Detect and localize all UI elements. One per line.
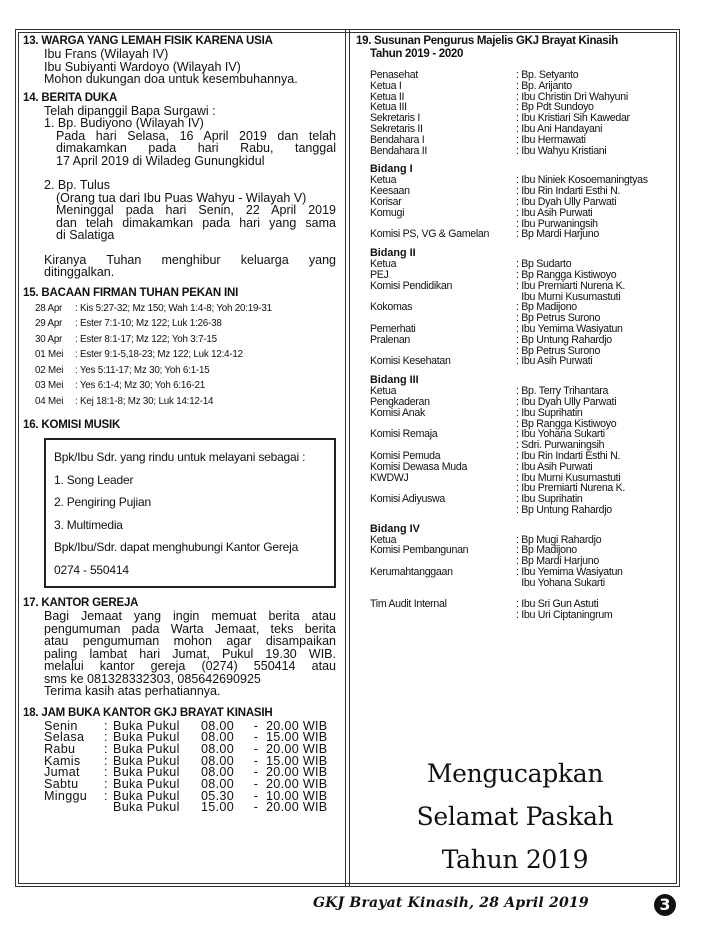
hours-label: Buka Pukul [113, 765, 180, 780]
section-15 [23, 287, 339, 410]
section-14 [23, 92, 339, 279]
reading-text: Yes 6:1-4; Mz 30; Yoh 6:16-21 [79, 380, 205, 391]
section-body [23, 48, 339, 86]
reading-date: 03 Mei [35, 380, 64, 391]
org-row [370, 146, 674, 157]
member-name: : Ibu Christin Dri Wahyuni [516, 90, 628, 103]
member-name: : Bp Petrus Surono [516, 344, 601, 357]
member-name: : Ibu Suprihatin [516, 406, 583, 419]
text-line: Bpk/Ibu Sdr. yang rindu untuk melayani sebagai : [54, 450, 306, 464]
close-time: 20.00 WIB [266, 800, 328, 815]
role-label: Komisi Anak [370, 406, 425, 419]
member-name: : Ibu Wahyu Kristiani [516, 144, 607, 157]
dash: - [253, 788, 259, 803]
colon: : [75, 364, 80, 376]
role-label: Ketua I [370, 79, 402, 92]
column-divider [345, 29, 346, 887]
text-line: dan telah dimakamkan pada hari yang sama [56, 215, 336, 230]
colon: : [104, 788, 108, 803]
role-label: Komisi PS, VG & Gamelan [370, 228, 490, 241]
day-name: Rabu [44, 741, 76, 756]
role-label: Komugi [370, 206, 405, 219]
role-label: Pengkaderan [370, 395, 430, 408]
section-title: 15. BACAAN FIRMAN TUHAN PEKAN INI [23, 286, 239, 299]
right-column [356, 35, 674, 621]
section-title: 19. Susunan Pengurus Majelis GKJ Brayat Kinasih [356, 35, 618, 47]
easter-greeting [350, 752, 680, 881]
role-label: Bendahara I [370, 133, 425, 146]
open-time: 08.00 [201, 753, 235, 768]
role-label: Kokomas [370, 301, 413, 314]
member-name: : Bp Madijono [516, 301, 577, 314]
text-line: 3. Multimedia [54, 517, 123, 532]
section-title: 18. JAM BUKA KANTOR GKJ BRAYAT KINASIH [23, 706, 273, 719]
close-time: 20.00 WIB [266, 718, 328, 733]
section-13 [23, 35, 339, 86]
text-line: Ibu Subiyanti Wardoyo (Wilayah IV) [44, 59, 241, 74]
section-subtitle: Tahun 2019 - 2020 [370, 47, 464, 60]
member-name: : Ibu Suprihatin [516, 493, 583, 506]
member-name: : Sdri. Purwaningsih [516, 439, 605, 452]
reading-date: 29 Apr [35, 318, 63, 329]
member-name: : Ibu Premiarti Nurena K. [516, 482, 626, 495]
member-name: : Ibu Rin Indarti Esthi N. [516, 185, 621, 198]
close-time: 20.00 WIB [266, 765, 328, 780]
member-name: : Ibu Asih Purwati [516, 460, 593, 473]
org-row [370, 281, 674, 292]
reading-date: 01 Mei [35, 349, 64, 360]
text-line: Mohon dukungan doa untuk kesembuhannya. [44, 72, 298, 86]
member-name: : Bp Sudarto [516, 258, 572, 271]
member-name: : Ibu Asih Purwati [516, 355, 593, 368]
phone-number: 0274 - 550414 [54, 562, 129, 577]
colon: : [75, 302, 81, 314]
greeting-line: Mengucapkan [426, 759, 604, 788]
text-line: Pada hari Selasa, 16 April 2019 dan telah [56, 128, 336, 143]
role-label: Pralenan [370, 333, 411, 346]
hours-label: Buka Pukul [113, 753, 180, 768]
member-name: : Ibu Hermawati [516, 133, 586, 146]
reading-text: Kej 18:1-8; Mz 30; Luk 14:12-14 [80, 395, 214, 407]
greeting-line: Tahun 2019 [441, 845, 589, 874]
reading-text: Ester 7:1-10; Mz 122; Luk 1:26-38 [80, 318, 222, 329]
org-row [370, 505, 674, 516]
role-label: Komisi Adiyuswa [370, 493, 445, 506]
role-label: Ketua [370, 385, 397, 398]
colon: : [104, 777, 108, 792]
role-label [370, 578, 516, 589]
reading-row [23, 363, 339, 379]
section-17 [23, 597, 339, 698]
member-name: : Ibu Premiarti Nurena K. [516, 279, 626, 292]
text-line: sms ke 081328332303, 085642690925 [44, 671, 261, 686]
text-line: Ibu Frans (Wilayah IV) [44, 47, 169, 61]
text-line: 2. Pengiring Pujian [54, 495, 151, 509]
reading-date: 28 Apr [35, 302, 63, 314]
text-line: ditinggalkan. [44, 265, 115, 279]
close-time: 10.00 WIB [266, 788, 328, 803]
section-body [23, 610, 339, 698]
day-name: Jumat [44, 765, 80, 780]
open-time: 08.00 [201, 718, 235, 733]
org-row [370, 408, 674, 419]
dash: - [253, 777, 259, 792]
reading-row [23, 347, 339, 363]
text-line: Bagi Jemaat yang ingin memuat berita atau [44, 609, 336, 623]
member-name: : Ibu Yemima Wasiyatun [516, 566, 623, 579]
role-label: Komisi Pemuda [370, 449, 441, 462]
section-title: 13. WARGA YANG LEMAH FISIK KARENA USIA [23, 35, 273, 47]
dash: - [253, 765, 259, 780]
dash: - [253, 718, 259, 733]
text-line: paling lambat hari Jumat, Pukul 19.30 WIB. [44, 646, 336, 661]
org-row [370, 208, 674, 219]
close-time: 20.00 WIB [266, 741, 328, 756]
member-name: : Ibu Yemima Wasiyatun [516, 322, 623, 335]
reading-row [23, 378, 339, 394]
deceased-name: 1. Bp. Budiyono (Wilayah IV) [44, 116, 204, 130]
member-name: : Bp Rangga Kistiwoyo [516, 268, 617, 281]
text-line: melalui kantor gereja (0274) 550414 atau [44, 659, 336, 673]
hours-label: Buka Pukul [113, 777, 180, 792]
role-label: Pemerhati [370, 322, 416, 335]
open-time: 08.00 [201, 730, 235, 745]
role-label: Sekretaris I [370, 112, 420, 125]
day-name: Selasa [44, 730, 85, 745]
role-label: Ketua [370, 258, 397, 271]
colon: : [75, 349, 81, 360]
reading-date: 02 Mei [35, 364, 64, 376]
member-name: : Bp. Setyanto [516, 69, 579, 81]
role-label: Penasehat [370, 69, 418, 81]
dash: - [253, 730, 259, 745]
close-time: 15.00 WIB [266, 730, 328, 745]
member-name: : Ibu Kristiari Sih Kawedar [516, 112, 630, 125]
open-time: 08.00 [201, 741, 235, 756]
colon: : [75, 333, 81, 345]
member-name: Ibu Yohana Sukarti [516, 576, 605, 589]
member-name: : Bp Mugi Rahardjo [516, 533, 602, 546]
org-row [370, 610, 674, 621]
reading-row [23, 301, 339, 317]
member-name: : Ibu Purwaningsih [516, 217, 598, 230]
org-group [356, 259, 674, 367]
member-name: : Bp Untung Rahardjo [516, 503, 612, 516]
section-18 [23, 707, 339, 815]
section-16 [23, 419, 339, 588]
colon: : [75, 380, 80, 391]
text-line: Telah dipanggil Bapa Surgawi : [44, 103, 216, 118]
text-line: dimakamkan pada hari Rabu, tanggal [56, 141, 336, 155]
text-line: Meninggal pada hari Senin, 22 April 2019 [56, 203, 336, 217]
text-line: pengumuman pada Warta Jemaat, teks berita [44, 621, 336, 636]
role-label: Kerumahtanggaan [370, 566, 453, 579]
colon: : [75, 395, 81, 407]
org-row [370, 135, 674, 146]
reading-date: 04 Mei [35, 395, 64, 407]
role-label: Ketua [370, 174, 397, 187]
member-name: : Bp Rangga Kistiwoyo [516, 417, 617, 430]
day-name: Kamis [44, 753, 81, 768]
bidang-heading: Bidang III [370, 374, 419, 387]
member-name: : Ibu Asih Purwati [516, 206, 593, 219]
org-row [370, 81, 674, 92]
org-group [356, 70, 674, 156]
role-label [370, 505, 516, 516]
org-row [370, 578, 674, 589]
org-row [370, 462, 674, 473]
member-name: : Bp Mardi Harjuno [516, 228, 599, 241]
role-label: Komisi Pembangunan [370, 544, 469, 557]
member-name: : Bp. Arijanto [516, 79, 572, 92]
member-name: : Ibu Ani Handayani [516, 122, 603, 135]
closing-text [23, 254, 339, 279]
close-time: 15.00 WIB [266, 753, 328, 768]
komisi-musik-box [44, 438, 336, 588]
section-title: 17. KANTOR GEREJA [23, 597, 139, 609]
open-time: 15.00 [201, 800, 235, 815]
member-name: : Ibu Dyah Ully Parwati [516, 395, 617, 408]
member-name: : Bp. Terry Trihantara [516, 385, 609, 398]
role-label: Korisar [370, 195, 402, 208]
office-hours-table [23, 718, 339, 815]
day-name: Sabtu [44, 777, 79, 792]
hours-label: Buka Pukul [113, 718, 180, 733]
deceased-details [23, 192, 339, 242]
hours-label: Buka Pukul [113, 730, 180, 745]
open-time: 08.00 [201, 765, 235, 780]
hours-label: Buka Pukul [113, 741, 180, 756]
member-name: : Ibu Rin Indarti Esthi N. [516, 449, 621, 462]
dash: - [253, 753, 259, 768]
role-label: Komisi Pendidikan [370, 279, 453, 292]
text-line: Bpk/Ibu/Sdr. dapat menghubungi Kantor Gereja [54, 540, 299, 554]
colon: : [104, 741, 108, 756]
bidang-heading: Bidang IV [370, 522, 420, 535]
text-line: Terima kasih atas perhatiannya. [44, 684, 221, 698]
reading-list [23, 301, 339, 410]
org-group [356, 386, 674, 516]
role-label: Ketua III [370, 101, 407, 114]
dash: - [253, 800, 259, 815]
role-label: PEJ [370, 268, 389, 281]
member-name: : Ibu Yohana Sukarti [516, 428, 605, 441]
bidang-heading: Bidang I [370, 163, 413, 176]
org-group [356, 535, 674, 621]
day-name: Minggu [44, 788, 88, 803]
reading-text: Ester 9:1-5,18-23; Mz 122; Luk 12:4-12 [80, 349, 243, 360]
day-name: Senin [44, 718, 78, 733]
role-label: Ketua [370, 533, 397, 546]
member-name: : Bp Petrus Surono [516, 312, 601, 325]
reading-text: Kis 5:27-32; Mz 150; Wah 1:4-8; Yoh 20:19-31 [80, 302, 272, 314]
role-label: Keesaan [370, 185, 410, 198]
colon: : [104, 753, 108, 768]
member-name: : Ibu Niniek Kosoemaningtyas [516, 174, 648, 187]
org-row [370, 335, 674, 346]
member-name: : Bp Pdt Sundoyo [516, 101, 594, 114]
role-label: Komisi Dewasa Muda [370, 460, 468, 473]
text-line: Kiranya Tuhan menghibur keluarga yang [44, 252, 336, 267]
left-column [23, 35, 339, 814]
page-number-badge: 3 [654, 894, 676, 916]
close-time: 20.00 WIB [266, 777, 328, 792]
dash: - [253, 741, 259, 756]
role-label: Ketua II [370, 90, 405, 103]
member-name: : Bp Untung Rahardjo [516, 333, 612, 346]
open-time: 08.00 [201, 777, 235, 792]
colon: : [104, 730, 108, 745]
member-name: Ibu Murni Kusumastuti [516, 290, 621, 303]
reading-date: 30 Apr [35, 333, 63, 345]
member-name: : Ibu Uri Ciptaningrum [516, 609, 613, 622]
member-name: : Bp Madijono [516, 544, 577, 557]
footer-title: GKJ Brayat Kinasih, 28 April 2019 [313, 895, 589, 911]
text-line: 1. Song Leader [54, 472, 134, 487]
org-group [356, 175, 674, 240]
deceased-details [23, 130, 339, 168]
text-line: di Salatiga [56, 228, 115, 242]
reading-row [23, 394, 339, 410]
hours-row [23, 802, 339, 814]
reading-text: Yes 5:11-17; Mz 30; Yoh 6:1-15 [79, 364, 210, 376]
member-name: : Ibu Dyah Ully Parwati [516, 195, 617, 208]
role-label: KWDWJ [370, 471, 409, 484]
colon: : [104, 765, 108, 780]
role-label [370, 610, 516, 621]
section-title: 14. BERITA DUKA [23, 91, 118, 104]
reading-text: Ester 8:1-17; Mz 122; Yoh 3:7-15 [80, 333, 217, 345]
bidang-heading: Bidang II [370, 247, 416, 260]
hours-label: Buka Pukul [113, 800, 180, 815]
open-time: 05.30 [201, 788, 235, 803]
hours-label: Buka Pukul [113, 788, 180, 803]
role-label: Tim Audit Internal [370, 598, 447, 611]
role-label: Komisi Kesehatan [370, 355, 451, 368]
deceased-name: 2. Bp. Tulus [44, 178, 111, 192]
role-label: Sekretaris II [370, 122, 423, 135]
text-line: (Orang tua dari Ibu Puas Wahyu - Wilayah V) [56, 190, 307, 205]
section-body [23, 105, 339, 279]
role-label: Komisi Remaja [370, 428, 438, 441]
greeting-line: Selamat Paskah [416, 802, 614, 831]
colon: : [104, 718, 108, 733]
role-label: Bendahara II [370, 144, 428, 157]
org-row [370, 229, 674, 240]
member-name: : Ibu Sri Gun Astuti [516, 598, 599, 611]
reading-row [23, 332, 339, 348]
org-row [370, 356, 674, 367]
colon: : [75, 318, 81, 329]
text-line: 17 April 2019 di Wiladeg Gunungkidul [56, 153, 265, 168]
org-structure [356, 70, 674, 621]
member-name: : Ibu Murni Kusumastuti [516, 471, 621, 484]
section-title: 16. KOMISI MUSIK [23, 419, 121, 431]
reading-row [23, 316, 339, 332]
member-name: : Bp Mardi Harjuno [516, 555, 599, 568]
text-line: atau pengumuman mohon agar disampaikan [44, 634, 336, 648]
